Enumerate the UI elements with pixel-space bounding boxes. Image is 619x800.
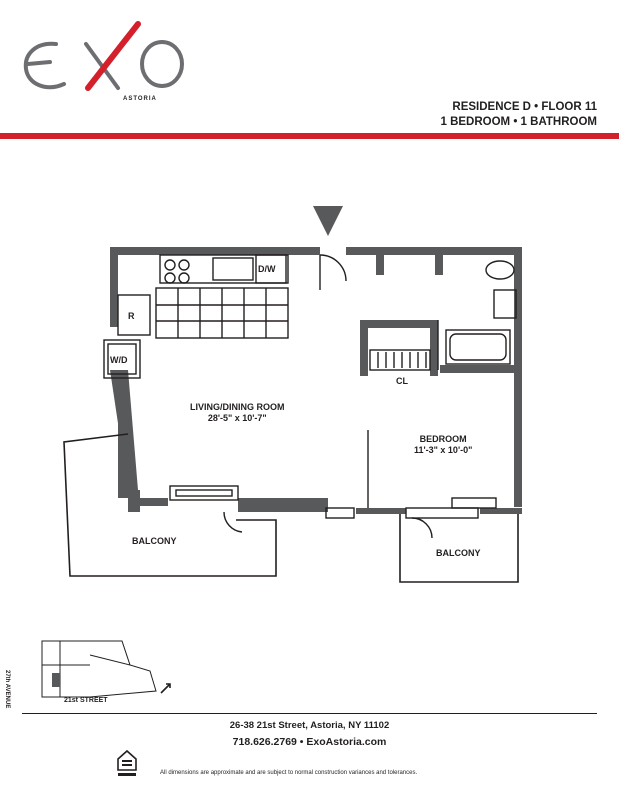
closet-label: CL [396,376,408,386]
refrigerator-label: R [128,311,135,321]
equal-housing-icon [116,748,138,778]
key-avenue-label: 27th AVENUE [4,670,10,709]
exo-logo [16,14,196,114]
balcony-right-label: BALCONY [436,548,481,558]
north-arrow-icon [158,680,174,696]
logo-subtitle: ASTORIA [123,96,157,102]
residence-line: RESIDENCE D • FLOOR 11 [452,101,597,113]
key-plan [30,635,190,707]
residence-title [440,100,597,130]
balcony-left-label: BALCONY [132,536,177,546]
footer-address: 26-38 21st Street, Astoria, NY 11102 [229,720,390,731]
rooms-line: 1 BEDROOM • 1 BATHROOM [440,116,597,128]
footer-contact: 718.626.2769 • ExoAstoria.com [232,736,387,748]
partitions [104,255,516,538]
bedroom-name: BEDROOM [419,434,467,444]
key-plan-drawing [30,635,190,707]
bedroom-dims: 11'-3" x 10'-0" [414,445,473,455]
floor-plan-drawing [0,190,619,610]
entry-arrow-icon [313,206,343,236]
floor-plan [0,190,619,610]
footer-divider [22,713,597,714]
dishwasher-label: D/W [258,264,276,274]
exo-logo-mark [16,14,196,114]
living-room-dims: 28'-5" x 10'-7" [207,413,267,423]
living-room-name: LIVING/DINING ROOM [190,402,285,412]
living-room-label [190,402,285,424]
washer-dryer-label: W/D [110,355,128,365]
red-divider [0,133,619,139]
walls [110,247,522,514]
bedroom-label [414,434,472,456]
key-street-label: 21st STREET [64,697,108,704]
disclaimer: All dimensions are approximate and are subject to normal construction variances and tolerances. [160,770,418,776]
